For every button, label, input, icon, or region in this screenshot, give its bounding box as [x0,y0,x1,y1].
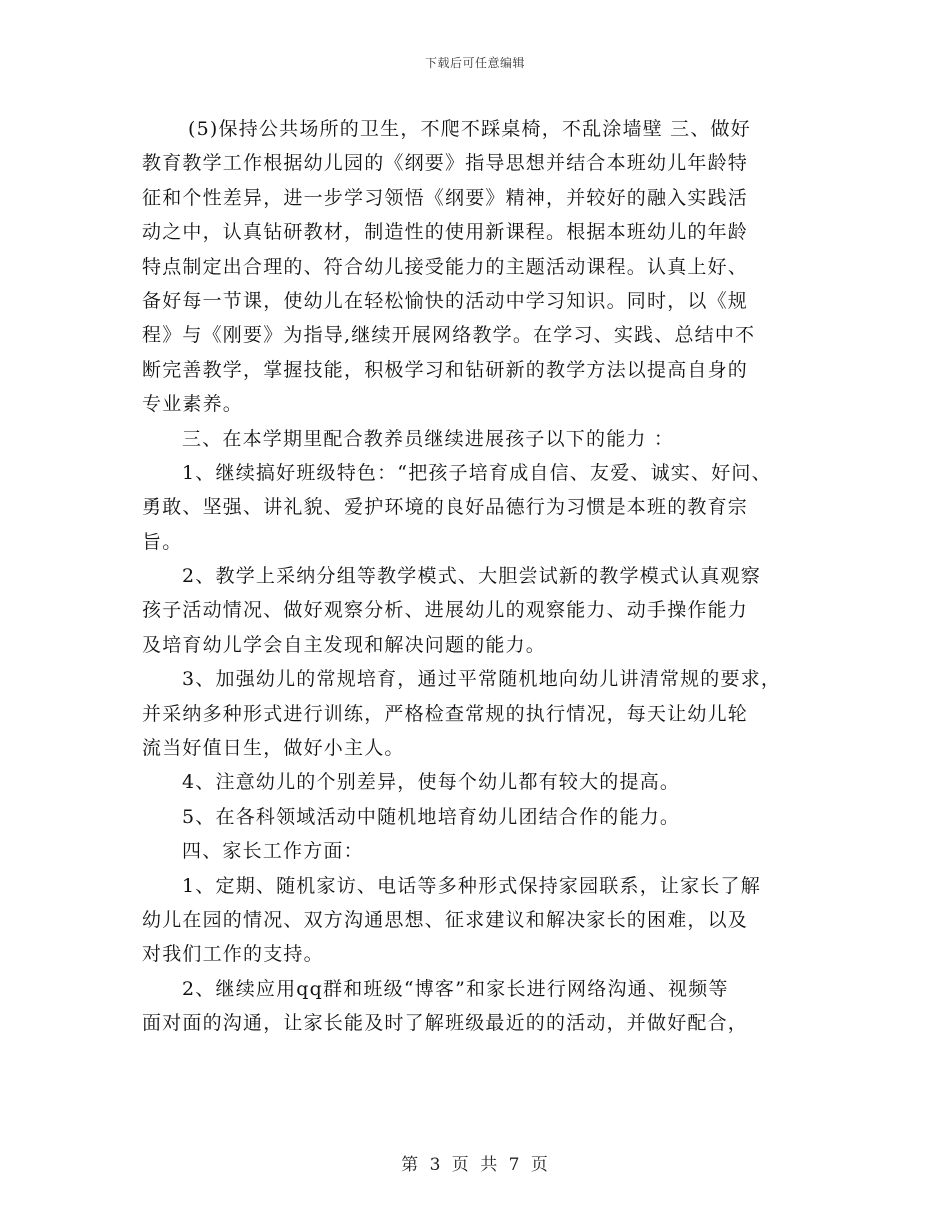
body-line: 1、定期、随机家访、电话等多种形式保持家园联系，让家长了解 [182,874,761,897]
body-line: 对我们工作的支持。 [142,943,324,966]
body-line: 及培育幼儿学会自主发现和解决问题的能力。 [142,633,547,656]
body-line: 专业素养。 [142,393,244,416]
body-line: 教育教学工作根据幼儿园的《纲要》指导思想并结合本班幼儿年龄特 [142,152,749,175]
body-line: 3、加强幼儿的常规培育，通过平常随机地向幼儿讲清常规的要求， [182,668,782,691]
body-line: 孩子活动情况、做好观察分析、进展幼儿的观察能力、动手操作能力 [142,599,749,622]
body-line: 征和个性差异，进一步学习领悟《纲要》精神，并较好的融入实践活 [142,186,749,209]
section-heading: 四、家长工作方面： [182,840,364,863]
body-line: 1、继续搞好班级特色：“把孩子培育成自信、友爱、诚实、好问、 [182,461,772,484]
body-line: 动之中，认真钻研教材，制造性的使用新课程。根据本班幼儿的年龄 [142,221,749,244]
section-heading: 三、在本学期里配合教养员继续进展孩子以下的能力 ： [182,427,675,450]
body-line: 程》与《刚要》为指导,继续开展网络教学。在学习、实践、总结中不 [142,324,756,347]
document-body [142,112,822,1041]
header-note: 下载后可任意编辑 [424,56,525,70]
body-line: 2、继续应用qq群和班级“博客”和家长进行网络沟通、视频等 [182,977,729,1000]
body-line: 面对面的沟通，让家长能及时了解班级最近的的活动，并做好配合， [142,1012,749,1035]
body-line: 并采纳多种形式进行训练，严格检查常规的执行情况，每天让幼儿轮 [142,702,749,725]
body-line: 特点制定出合理的、符合幼儿接受能力的主题活动课程。认真上好、 [142,255,749,278]
body-line: 备好每一节课，使幼儿在轻松愉快的活动中学习知识。同时，以《规 [142,289,749,312]
body-line: 幼儿在园的情况、双方沟通思想、征求建议和解决家长的困难，以及 [142,908,749,931]
body-line: 勇敢、坚强、讲礼貌、爱护环境的良好品德行为习惯是本班的教育宗 [142,496,749,519]
body-line: (5)保持公共场所的卫生，不爬不踩桌椅，不乱涂墙壁 三、做好 [188,118,751,140]
body-line: 4、注意幼儿的个别差异，使每个幼儿都有较大的提高。 [182,771,681,794]
body-line: 5、在各科领域活动中随机地培育幼儿团结合作的能力。 [182,805,681,828]
page-number: 第 3 页 共 7 页 [401,1155,549,1175]
body-line: 旨。 [142,530,183,553]
body-line: 流当好值日生，做好小主人。 [142,737,405,760]
body-line: 断完善教学，掌握技能，积极学习和钻研新的教学方法以提高自身的 [142,358,749,381]
body-line: 2、教学上采纳分组等教学模式、大胆尝试新的教学模式认真观察 [182,565,761,588]
